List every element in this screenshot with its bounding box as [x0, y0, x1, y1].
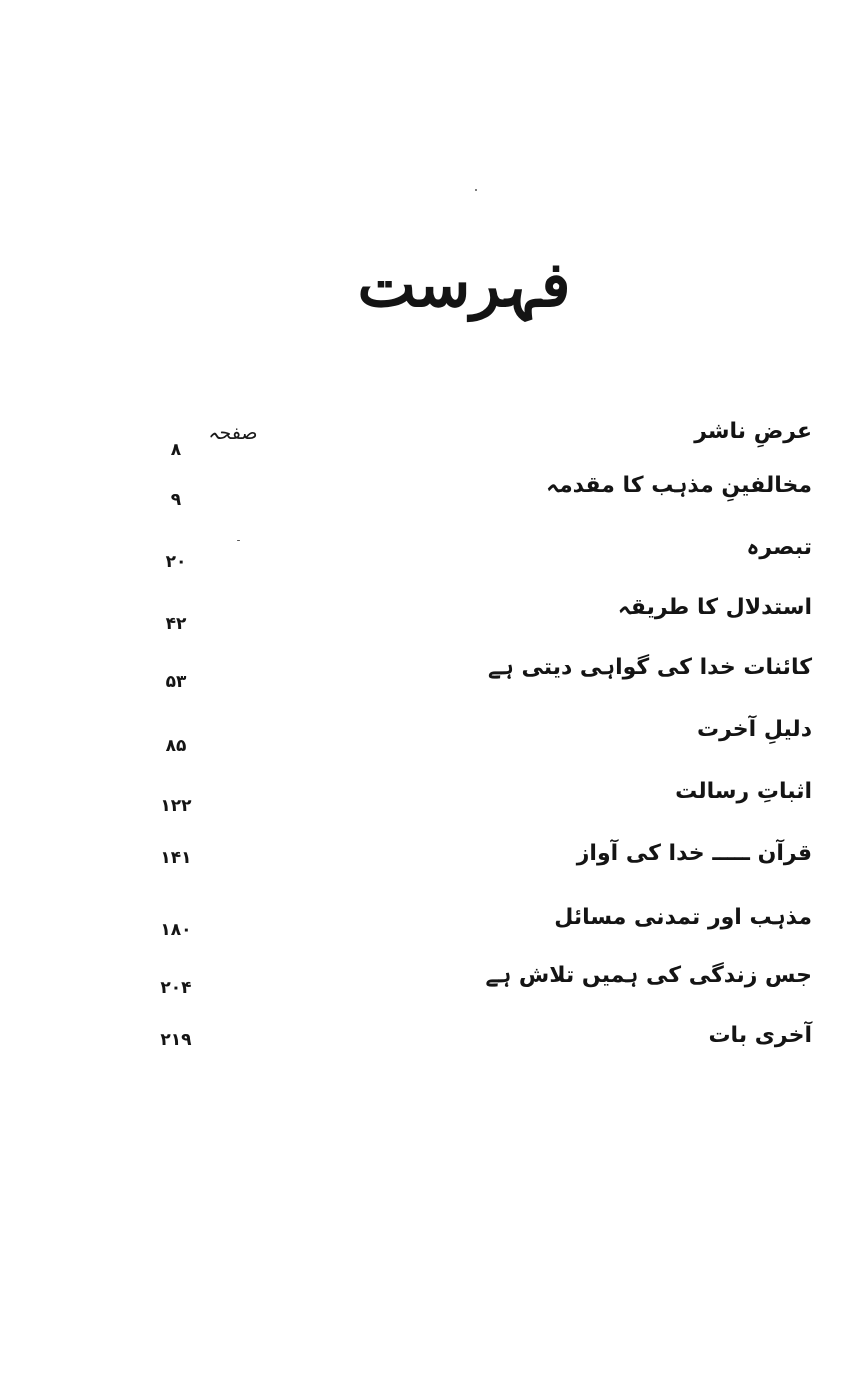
toc-entry-page: ۵۳: [165, 672, 187, 692]
toc-entry-page: ۹: [170, 490, 182, 510]
toc-entry[interactable]: [120, 772, 820, 816]
toc-entry-title: دلیلِ آخرت: [696, 717, 812, 742]
toc-entry-page: ۲۰۴: [160, 978, 192, 998]
toc-entry-page: ۴۲: [165, 614, 187, 634]
toc-entry[interactable]: [120, 834, 820, 874]
toc-entry-title: اثباتِ رسالت: [675, 779, 812, 804]
toc-entry[interactable]: [120, 466, 820, 510]
toc-entry-title: آخری بات: [708, 1023, 812, 1048]
toc-entry-page: ۸: [170, 440, 182, 460]
toc-entry[interactable]: [120, 588, 820, 634]
toc-entry-title: کائنات خدا کی گواہی دیتی ہے: [488, 655, 812, 680]
toc-entry-title: مخالفینِ مذہب کا مقدمہ: [546, 473, 812, 498]
toc-entry-page: ۱۴۱: [160, 848, 192, 868]
toc-entry-page: ۱۲۲: [160, 796, 192, 816]
toc-entry-title: جس زندگی کی ہمیں تلاش ہے: [485, 963, 812, 988]
toc-entry-page: ۲۱۹: [160, 1030, 192, 1050]
page-title: فہرست: [357, 248, 571, 321]
toc-entry[interactable]: [120, 898, 820, 938]
toc-entry-page: ۸۵: [165, 736, 187, 756]
toc-entry-title: قرآن ـــــ خدا کی آواز: [576, 841, 812, 866]
toc-entry[interactable]: [120, 528, 820, 572]
toc-entry-title: مذہب اور تمدنی مسائل: [554, 905, 812, 930]
toc-entry[interactable]: [120, 710, 820, 756]
toc-entry-title: استدلال کا طریقہ: [617, 595, 812, 620]
toc-entry[interactable]: [120, 412, 820, 460]
toc-entry-page: ۲۰: [165, 552, 187, 572]
toc-entry-page: ۱۸۰: [160, 920, 192, 940]
toc-entry[interactable]: [120, 1016, 820, 1056]
page-column-label: صفحہ: [208, 422, 258, 444]
toc-entry[interactable]: [120, 648, 820, 692]
toc-entry-title: عرضِ ناشر: [694, 419, 812, 444]
toc-entry[interactable]: [120, 956, 820, 996]
toc-entry-title: تبصرہ: [746, 535, 812, 560]
